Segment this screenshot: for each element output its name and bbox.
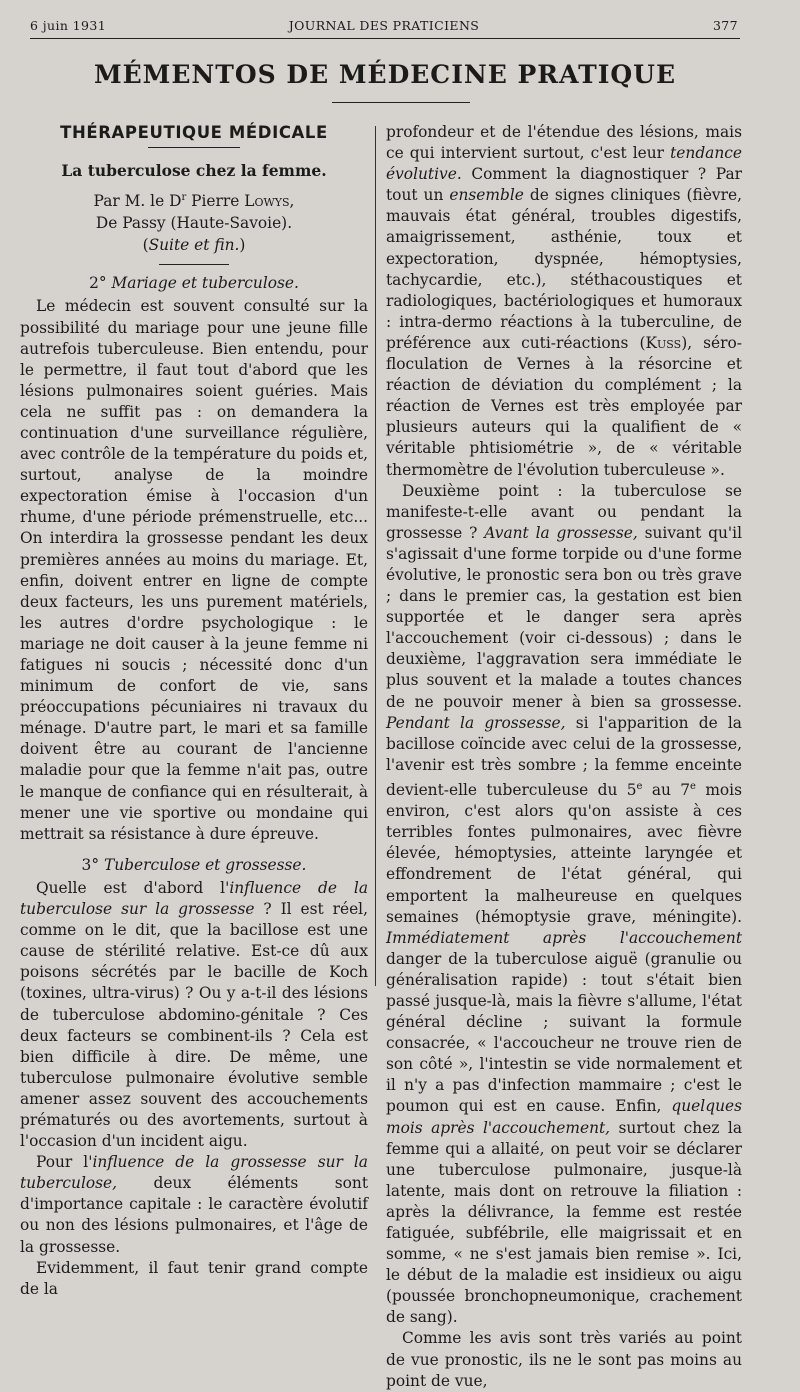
left-column — [20, 122, 368, 1300]
article-title: La tuberculose chez la femme. — [61, 161, 327, 181]
paragraph-marriage: Le médecin est souvent consulté sur la possibilité du mariage pour une jeune fille autrefois tuberculeuse. Bien entendu, pour le permettre, il faut tout d'abord que les lésions pulmonaires soient guéries. Mais cela ne suffit pas : on demandera la continuation d'une surveillance régulière, avec contrôle de la température du poids et, surtout, analyse de la moindre expectoration émise à l'occasion d'un rhume, d'une période prémenstruelle, etc... On interdira la grossesse pendant les deux premières années au moins du mariage. Et, enfin, doivent entrer en ligne de compte deux facteurs, les uns purement matériels, les autres d'ordre psychologique : le mariage ne doit causer à la jeune femme ni fatigues ni soucis ; nécessité donc d'un minimum de confort de vie, sans préoccupations pécuniaires ni travaux du ménage. D'autre part, le mari et sa famille doivent être au courant de l'ancienne maladie pour que la femme n'ait pas, outre le manque de confiance qui en résulterait, à mener une vie sportive ou mondaine qui mettrait sa résistance à dure épreuve. — [20, 297, 368, 843]
paragraph-prognosis: Comme les avis sont très variés au point de vue pronostic, ils ne le sont pas moins au point de vue, — [386, 1329, 742, 1390]
paragraph-influence-pregnancy-on-tb: Pour l'influence de la grossesse sur la tuberculose, deux éléments sont d'importance capitale : le caractère évolutif ou non des lésions pulmonaires, et l'âge de la grossesse. — [20, 1153, 368, 1256]
title-rule — [332, 102, 470, 103]
paragraph-evolutive-tendency: profondeur et de l'étendue des lésions, mais ce qui intervient surtout, c'est leur tendance évolutive. Comment la diagnostiquer ? Par tout un ensemble de signes cliniques (fièvre, mauvais état général, troubles digestifs, amaigrissement, asthénie, toux et expectoration, dyspnée, hémoptysies, tachycardie, etc.), stéthacoustiques et radiologiques, bactériologiques et humoraux : intra-dermo réactions à la tuberculine, de préférence aux cuti-réactions (Kuss), séro-floculation de Vernes à la résorcine et réaction de déviation du complément ; la réaction de Vernes est très employée par plusieurs auteurs qui la qualifient de « véritable phtisiométrie », de « véritable thermomètre de l'évolution tuberculeuse ». — [386, 123, 742, 479]
right-column — [386, 122, 742, 1392]
page-number: 377 — [712, 18, 738, 33]
header-rule — [30, 38, 740, 39]
subheading-marriage: 2° Mariage et tuberculose. — [89, 274, 299, 293]
author-name: Lowys, — [244, 192, 295, 211]
section-rule — [148, 147, 240, 148]
section-title: THÉRAPEUTIQUE MÉDICALE — [60, 123, 328, 142]
column-divider — [375, 126, 376, 986]
issue-date: 6 juin 1931 — [30, 18, 107, 33]
paragraph-influence-tb-on-pregnancy: Quelle est d'abord l'influence de la tuberculose sur la grossesse ? Il est réel, comme on le dit, que la bacillose est une cause de stérilité relative. Est-ce dû aux poisons sécrétés par le bacille de Koch (toxines, ultra-virus) ? Ou y a-t-il des lésions de tuberculose abdomino-génitale ? Ces deux facteurs se combinent-ils ? Cela est bien difficile à dire. De même, une tuberculose pulmonaire évolutive semble amener assez souvent des accouchements prématurés ou des avortements, surtout à l'occasion d'un incident aigu. — [20, 878, 368, 1151]
continuation-note: (Suite et fin.) — [142, 236, 246, 255]
main-title: MÉMENTOS DE MÉDECINE PRATIQUE — [93, 60, 677, 89]
subsection-rule — [159, 264, 229, 265]
affiliation: De Passy (Haute-Savoie). — [95, 214, 293, 233]
paragraph-evidently: Evidemment, il faut tenir grand compte de la — [20, 1258, 368, 1298]
journal-name: JOURNAL DES PRATICIENS — [288, 18, 480, 33]
subheading-pregnancy: 3° Tuberculose et grossesse. — [81, 855, 307, 874]
running-head — [30, 18, 738, 38]
byline: Par M. le $D^r$ Pierre Lowys, — [93, 192, 295, 211]
paragraph-second-point: Deuxième point : la tuberculose se manifeste-t-elle avant ou pendant la grossesse ? Avant la grossesse, suivant qu'il s'agissait d'une forme torpide ou d'une forme évolutive, le pronostic sera bon ou très grave ; dans le premier cas, la gestation est bien supportée et le danger sera après l'accouchement (voir ci-dessous) ; dans le deuxième, l'aggravation sera immédiate le plus souvent et la malade a toutes chances de ne pouvoir mener à bien sa grossesse. Pendant la grossesse, si l'apparition de la bacillose coïncide avec celui de la grossesse, l'avenir est très sombre ; la femme enceinte devient-elle tuberculeuse du 5e au 7e mois environ, c'est alors qu'on assiste à ces terribles fontes pulmonaires, avec fièvre élevée, hémoptysies, atteinte laryngée et effondrement de l'état général, qui emportent la malheureuse en quelques semaines (hémoptysie grave, méningite). Immédiatement après l'accouchement danger de la tuberculose aiguë (granulie ou généralisation rapide) : tout s'était bien passé jusque-là, mais la fièvre s'allume, l'état général décline ; suivant la formule consacrée, « l'accoucheur ne trouve rien de son côté », l'intestin se vide normalement et il n'y a pas d'infection mammaire ; c'est le poumon qui est en cause. Enfin, quelques mois après l'accouchement, surtout chez la femme qui a allaité, on peut voir se déclarer une tuberculose pulmonaire, jusque-là latente, mais dont on retrouve la filiation : après la délivrance, la femme est restée fatiguée, subfébrile, elle maigrissait et en somme, « ne s'est jamais bien remise ». Ici, le début de la maladie est insidieux ou aigu (poussée bronchopneumonique, crachement de sang). — [386, 481, 742, 1327]
